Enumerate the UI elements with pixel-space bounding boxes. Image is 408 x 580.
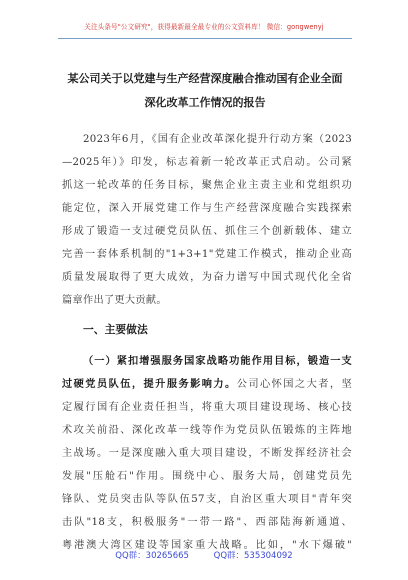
section-heading: 一、主要做法: [83, 323, 148, 336]
intro-line: 抓这一轮改革的任务目标，聚焦企业主责主业和党组织功: [62, 180, 352, 191]
doc-title-line-2: 深化改革工作情况的报告: [144, 96, 266, 109]
body-line: 击队"18支，积极服务"一带一路"、西部陆海新通道、: [62, 517, 352, 528]
intro-line: 能定位，深入开展党建工作与生产经营深度融合实践探索: [62, 203, 352, 214]
subsection-heading: （一）紧扣增强服务国家战略功能作用目标，锻造一支: [83, 355, 352, 367]
intro-line: 形成了锻造一支过硬党员队伍、抓住三个创新载体、建立: [62, 226, 352, 237]
body-line: 术攻关前沿、深化改革一线等作为党员队伍锻炼的主阵地: [62, 425, 352, 436]
subsection-heading-cont: [62, 375, 352, 390]
header-divider: [58, 38, 352, 39]
body-line: 主战场。一是深度融入重大项目建设，不断发挥经济社会: [62, 448, 352, 459]
body-line: 发展"压舱石"作用。围绕中心、服务大局，创建党员先: [62, 471, 352, 482]
qq-group-right: QQ群：535304092: [213, 551, 293, 561]
body-line: 锋队、党员突击队等队伍57支，自治区重大项目"青年突: [62, 494, 352, 505]
body-line: 粤港澳大湾区建设等国家重大战略。比如，"水下爆破": [62, 540, 352, 551]
intro-line: 篇章作出了更大贡献。: [62, 295, 167, 306]
footer-contacts: [0, 549, 408, 561]
doc-title-line-1: 某公司关于以党建与生产经营深度融合推动国有企业全面: [67, 72, 343, 85]
header-banner: 关注头条号"公文研究"，获得最新最全最专业的公文资料库！ 微信：gongwenyj: [84, 23, 324, 31]
qq-group-left: QQ群：30265665: [115, 551, 189, 561]
body-text: 公司心怀国之大者，坚: [236, 379, 353, 390]
subsection-heading-tail: 过硬党员队伍，提升服务影响力。: [62, 378, 237, 390]
intro-line: 质量发展取得了更大成效，为奋力谱写中国式现代化全省: [62, 272, 352, 283]
intro-line: 2023年6月，《国有企业改革深化提升行动方案（2023: [83, 134, 352, 145]
intro-line: 完善一套体系机制的"1+3+1"党建工作模式，推动企业高: [62, 249, 352, 260]
intro-line: —2025年）》印发，标志着新一轮改革正式启动。公司紧: [62, 157, 352, 168]
body-line: 定履行国有企业责任担当，将重大项目建设现场、核心技: [62, 402, 352, 413]
